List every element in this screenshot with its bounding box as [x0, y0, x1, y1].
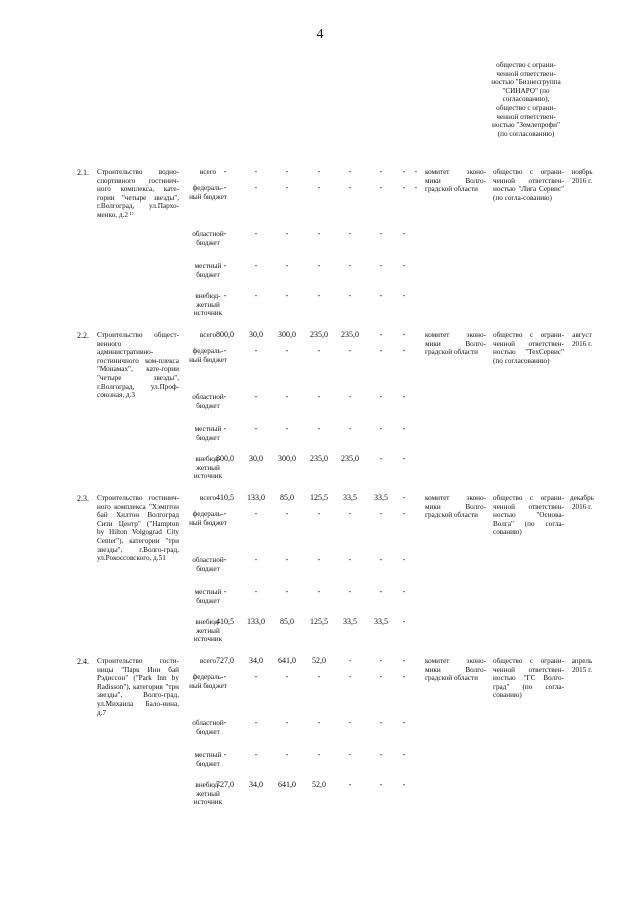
amount-cell: 300,0 [278, 454, 296, 463]
amount-cell: 300,0 [278, 330, 296, 339]
partner-organization: общество с ограни-ченной ответствен-ностью "Основа-Волга" (по согла-сованию) [493, 494, 564, 537]
amount-cell: 52,0 [312, 656, 326, 665]
funding-source-label: внебюд-жетный источник [193, 781, 223, 807]
amount-cell: - [402, 424, 406, 433]
funding-source-label: областной бюджет [192, 719, 224, 736]
amount-cell: 125,5 [310, 617, 328, 626]
amount-cell: - [379, 346, 383, 355]
amount-cell: - [402, 780, 406, 789]
amount-cell: - [402, 656, 406, 665]
amount-cell: - [285, 167, 289, 176]
project-name: Строительство общест-венного административно-гостиничного ком-плекса "Монамах", кате-гории "четыре звезды", г.Волгоград, ул.Проф-союзная, д.3 [97, 331, 179, 400]
funding-source-label: федераль-ный бюджет [189, 347, 227, 364]
amount-cell: - [402, 750, 406, 759]
amount-cell: - [402, 291, 406, 300]
amount-cell: - [348, 346, 352, 355]
amount-cell: - [223, 291, 227, 300]
row-number: 2.2. [77, 331, 89, 340]
amount-cell: 52,0 [312, 780, 326, 789]
amount-cell: - [402, 617, 406, 626]
amount-cell: - [285, 555, 289, 564]
row-number: 2.1. [77, 168, 89, 177]
amount-cell: - [317, 555, 321, 564]
amount-cell: 33,5 [343, 617, 357, 626]
responsible-agency: комитет эконо-мики Волго-градской области [425, 657, 486, 683]
amount-cell: - [317, 261, 321, 270]
amount-cell: - [379, 229, 383, 238]
amount-cell: - [379, 392, 383, 401]
amount-cell: - [379, 718, 383, 727]
amount-cell: - [317, 392, 321, 401]
funding-source-label: федераль-ный бюджет [189, 673, 227, 690]
amount-cell: - [379, 656, 383, 665]
amount-cell: - [285, 672, 289, 681]
funding-source-label: внебюд-жетный источник [193, 455, 223, 481]
amount-cell: - [285, 392, 289, 401]
amount-cell: - [285, 750, 289, 759]
amount-cell: - [348, 167, 352, 176]
amount-cell: 235,0 [310, 454, 328, 463]
amount-cell: - [402, 392, 406, 401]
amount-cell: - [223, 183, 227, 192]
amount-cell: - [317, 509, 321, 518]
amount-cell: - [379, 454, 383, 463]
amount-cell: - [254, 555, 258, 564]
funding-source-label: всего [199, 494, 217, 502]
page-number: 4 [316, 27, 324, 42]
amount-cell: - [348, 261, 352, 270]
amount-cell: 235,0 [310, 330, 328, 339]
amount-cell: 33,5 [343, 493, 357, 502]
amount-cell: - [317, 346, 321, 355]
funding-source-label: местный бюджет [194, 588, 222, 605]
amount-cell: - [348, 780, 352, 789]
amount-cell: - [348, 555, 352, 564]
amount-cell: 410,5 [216, 493, 234, 502]
amount-cell: - [223, 167, 227, 176]
deadline: декабрь 2016 г. [570, 494, 594, 511]
funding-source-label: всего [199, 657, 217, 665]
project-name: Строительство водно-спортивного гостинич-ного комплекса, кате-гории "четыре звезды", г.Волгоград, ул.Пархо-менко, д.2 ¹⁾ [97, 168, 179, 219]
amount-cell: - [402, 261, 406, 270]
funding-source-label: внебюд-жетный источник [193, 292, 223, 318]
amount-cell: - [379, 330, 383, 339]
amount-cell: 133,0 [247, 493, 265, 502]
amount-cell: 34,0 [249, 780, 263, 789]
funding-source-label: федераль-ный бюджет [189, 510, 227, 527]
amount-cell: - [223, 587, 227, 596]
amount-cell: - [402, 183, 406, 192]
amount-cell: - [317, 587, 321, 596]
amount-cell: - [285, 346, 289, 355]
amount-cell: - [402, 493, 406, 502]
amount-cell: - [402, 509, 406, 518]
amount-cell: - [379, 509, 383, 518]
funding-source-label: всего [199, 168, 217, 176]
amount-cell: - [402, 229, 406, 238]
amount-cell: - [223, 229, 227, 238]
amount-cell: - [223, 750, 227, 759]
amount-cell: 33,5 [374, 493, 388, 502]
amount-cell: - [223, 672, 227, 681]
amount-cell: - [254, 346, 258, 355]
amount-cell: - [348, 509, 352, 518]
amount-cell: - [254, 392, 258, 401]
amount-cell: - [379, 261, 383, 270]
amount-cell: - [379, 424, 383, 433]
amount-cell: - [402, 330, 406, 339]
amount-cell: 235,0 [341, 454, 359, 463]
amount-cell: - [402, 672, 406, 681]
amount-cell: - [348, 183, 352, 192]
amount-cell: - [402, 454, 406, 463]
amount-cell: - [285, 261, 289, 270]
funding-source-label: областной бюджет [192, 230, 224, 247]
amount-cell: - [402, 167, 406, 176]
amount-cell: - [254, 167, 258, 176]
amount-cell: - [254, 509, 258, 518]
amount-cell: - [254, 718, 258, 727]
funding-source-label: областной бюджет [192, 556, 224, 573]
amount-cell: - [348, 229, 352, 238]
amount-cell: 85,0 [280, 493, 294, 502]
continuation-partner-cell: общество с ограниченной ответственностью "Бизнесгруппа "СИНАРО" (по согласованию), общество с ограниченной ответственностью "Землепрофи" (по согласованию) [491, 61, 561, 138]
amount-cell: 727,0 [216, 656, 234, 665]
amount-cell: - [317, 718, 321, 727]
amount-cell: 800,0 [216, 330, 234, 339]
responsible-agency: комитет эконо-мики Волго-градской области [425, 494, 486, 520]
amount-cell: - [285, 587, 289, 596]
amount-cell: - [254, 183, 258, 192]
responsible-agency: комитет эконо-мики Волго-градской области [425, 168, 486, 194]
partner-organization: общество с ограни-ченной ответствен-ностью "ТехСервис" (по согласованию) [493, 331, 564, 365]
amount-cell: 235,0 [341, 330, 359, 339]
amount-cell: - [285, 229, 289, 238]
project-name: Строительство гости-ницы "Парк Инн бай Рэдиссон" ("Park Inn by Radisson"), категория "три звезды", Волго-град, ул.Михаила Бало-нина, д.7 [97, 657, 179, 717]
amount-cell: - [402, 555, 406, 564]
amount-cell: - [317, 750, 321, 759]
project-name: Строительство гостинич-ного комплекса "Хэмптон бай Хилтон Волгоград Сити Центр" ("Hampton by Hilton Volgograd City Center"), категории "три звезды", г.Волго-град, ул.Рокоссовского, д.51 [97, 494, 179, 563]
deadline: апрель 2015 г. [571, 657, 593, 674]
amount-cell: - [223, 718, 227, 727]
amount-cell: - [285, 183, 289, 192]
partner-organization: общество с ограни-ченной ответствен-ностью "Лига Сервис" (по согла-сованию) [493, 168, 564, 202]
amount-cell: - [348, 718, 352, 727]
amount-cell: 641,0 [278, 656, 296, 665]
amount-cell: - [379, 167, 383, 176]
amount-cell: - [379, 587, 383, 596]
amount-cell: - [379, 750, 383, 759]
amount-cell: - [348, 424, 352, 433]
responsible-agency: комитет эконо-мики Волго-градской области [425, 331, 486, 357]
amount-cell: 85,0 [280, 617, 294, 626]
amount-cell: - [402, 587, 406, 596]
amount-cell: - [254, 750, 258, 759]
amount-cell: - [317, 291, 321, 300]
amount-cell: - [254, 587, 258, 596]
amount-cell: - [348, 750, 352, 759]
funding-source-label: всего [199, 331, 217, 339]
amount-cell: 641,0 [278, 780, 296, 789]
amount-cell: - [348, 392, 352, 401]
amount-cell: - [223, 346, 227, 355]
amount-cell: 800,0 [216, 454, 234, 463]
amount-cell-extra: - [414, 167, 418, 176]
amount-cell: 34,0 [249, 656, 263, 665]
amount-cell: - [317, 229, 321, 238]
amount-cell: - [317, 167, 321, 176]
amount-cell: - [223, 555, 227, 564]
amount-cell: 125,5 [310, 493, 328, 502]
amount-cell: - [223, 509, 227, 518]
amount-cell: 30,0 [249, 330, 263, 339]
funding-source-label: областной бюджет [192, 393, 224, 410]
deadline: ноябрь 2016 г. [571, 168, 593, 185]
funding-source-label: местный бюджет [194, 262, 222, 279]
partner-organization: общество с ограни-ченной ответствен-ностью "ГС Волго-град" (по согла-сованию) [493, 657, 564, 700]
amount-cell: - [379, 555, 383, 564]
amount-cell: - [254, 229, 258, 238]
amount-cell: - [254, 424, 258, 433]
amount-cell: - [348, 587, 352, 596]
row-number: 2.3. [77, 494, 89, 503]
amount-cell: 410,5 [216, 617, 234, 626]
amount-cell: - [402, 346, 406, 355]
amount-cell: - [379, 183, 383, 192]
amount-cell: - [379, 672, 383, 681]
funding-source-label: федераль-ный бюджет [189, 184, 227, 201]
amount-cell: - [379, 291, 383, 300]
amount-cell: - [317, 672, 321, 681]
amount-cell: - [223, 261, 227, 270]
amount-cell: - [285, 291, 289, 300]
funding-source-label: местный бюджет [194, 425, 222, 442]
amount-cell: - [285, 424, 289, 433]
amount-cell: 30,0 [249, 454, 263, 463]
funding-source-label: внебюд-жетный источник [193, 618, 223, 644]
amount-cell: - [254, 291, 258, 300]
amount-cell: - [348, 656, 352, 665]
funding-source-label: местный бюджет [194, 751, 222, 768]
deadline: август 2016 г. [571, 331, 593, 348]
amount-cell: - [285, 718, 289, 727]
amount-cell: - [254, 261, 258, 270]
amount-cell: - [254, 672, 258, 681]
amount-cell: - [317, 183, 321, 192]
amount-cell: 133,0 [247, 617, 265, 626]
amount-cell: - [348, 672, 352, 681]
amount-cell: - [223, 392, 227, 401]
amount-cell-extra: - [414, 183, 418, 192]
amount-cell: - [223, 424, 227, 433]
amount-cell: - [317, 424, 321, 433]
row-number: 2.4. [77, 657, 89, 666]
amount-cell: 33,5 [374, 617, 388, 626]
amount-cell: 727,0 [216, 780, 234, 789]
amount-cell: - [285, 509, 289, 518]
amount-cell: - [379, 780, 383, 789]
amount-cell: - [348, 291, 352, 300]
amount-cell: - [402, 718, 406, 727]
